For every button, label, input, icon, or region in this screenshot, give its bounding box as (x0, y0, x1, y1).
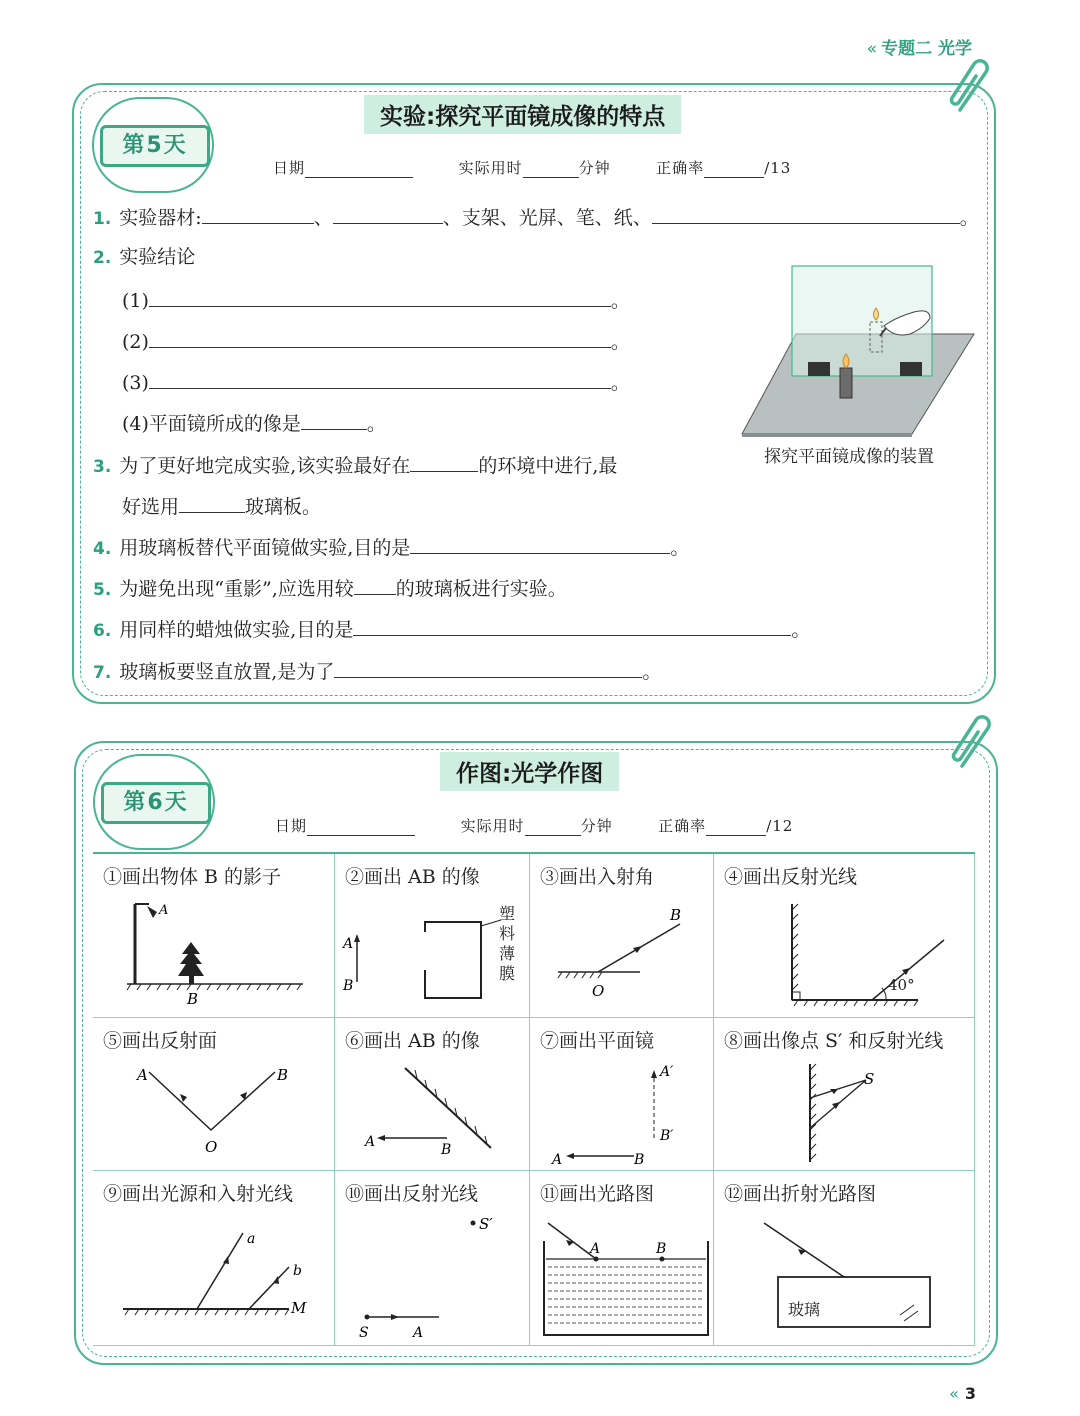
day5-badge: 第5天 (92, 97, 214, 193)
answer-blank[interactable] (333, 203, 443, 224)
cell-8[interactable]: ⑧画出像点 S′ 和反射光线 S (714, 1018, 975, 1171)
question-2-4: (4)平面镜所成的像是 。 (122, 409, 386, 437)
page-number: « 3 (949, 1384, 976, 1403)
glass-label: 玻璃 (788, 1300, 821, 1319)
svg-text:B: B (670, 906, 682, 924)
svg-text:A: A (137, 1066, 148, 1084)
answer-blank[interactable] (652, 203, 960, 224)
svg-text:B: B (441, 1142, 452, 1158)
day5-title: 实验:探究平面镜成像的特点 (364, 95, 681, 134)
answer-blank[interactable] (353, 615, 791, 636)
answer-blank[interactable] (354, 574, 396, 595)
cell-1[interactable]: ①画出物体 B 的影子 A B (93, 854, 335, 1018)
answer-blank[interactable] (149, 327, 611, 348)
question-3-cont: 好选用 玻璃板。 (122, 492, 321, 520)
cell-6[interactable]: ⑥画出 AB 的像 A B (335, 1018, 530, 1171)
svg-text:S′: S′ (479, 1215, 493, 1233)
question-2: 2. 实验结论 (93, 246, 196, 268)
svg-text:A: A (552, 1152, 563, 1168)
svg-text:O: O (205, 1138, 218, 1156)
svg-text:A: A (365, 1134, 376, 1150)
svg-text:b: b (293, 1263, 302, 1279)
svg-text:A: A (343, 936, 354, 952)
cell-7[interactable]: ⑦画出平面镜 A′ B′ A B (530, 1018, 714, 1171)
svg-text:B′: B′ (660, 1128, 674, 1144)
svg-text:A′: A′ (660, 1064, 674, 1080)
drawing-grid (93, 852, 975, 1346)
question-2-3: (3) 。 (122, 368, 630, 396)
section-title: 专题二 光学 (881, 39, 972, 59)
answer-blank[interactable] (149, 286, 611, 307)
svg-text:S: S (864, 1070, 875, 1088)
double-chevron-icon: « (866, 39, 878, 59)
svg-text:A: A (159, 903, 169, 918)
day6-meta: 日期 实际用时 分钟 正确率 /12 (275, 817, 794, 835)
svg-text:S: S (359, 1325, 369, 1341)
rate-blank[interactable] (704, 161, 764, 178)
cell-5[interactable]: ⑤画出反射面 A B O (93, 1018, 335, 1171)
answer-blank[interactable] (149, 368, 611, 389)
cell-10[interactable]: ⑩画出反射光线 S′ S A (335, 1171, 530, 1346)
svg-text:B: B (634, 1152, 645, 1168)
cell-3[interactable]: ③画出入射角 B O (530, 854, 714, 1018)
day6-title: 作图:光学作图 (440, 752, 619, 791)
svg-text:B: B (277, 1066, 289, 1084)
question-3: 3. 为了更好地完成实验,该实验最好在 的环境中进行,最 (93, 451, 617, 480)
question-2-2: (2) 。 (122, 327, 630, 355)
paperclip-icon (946, 58, 996, 118)
answer-blank[interactable] (301, 409, 367, 430)
cell-11[interactable]: ⑪画出光路图 A B (530, 1171, 714, 1346)
svg-text:B: B (187, 990, 199, 1008)
question-5: 5. 为避免出现“重影”,应选用较 的玻璃板进行实验。 (93, 574, 567, 603)
svg-text:B: B (656, 1241, 667, 1257)
time-blank[interactable] (523, 161, 579, 178)
paperclip-icon (948, 714, 998, 774)
question-6: 6. 用同样的蜡烛做实验,目的是 。 (93, 615, 810, 644)
question-7: 7. 玻璃板要竖直放置,是为了 。 (93, 657, 661, 686)
svg-text:A: A (413, 1325, 424, 1341)
figure-caption: 探究平面镜成像的装置 (764, 447, 934, 467)
answer-blank[interactable] (202, 203, 314, 224)
date-blank[interactable] (307, 819, 415, 836)
section-header (867, 34, 972, 59)
cell-2[interactable]: ②画出 AB 的像 A B 塑料薄膜 (335, 854, 530, 1018)
film-label: 塑料薄膜 (499, 904, 516, 983)
date-blank[interactable] (305, 161, 413, 178)
cell-9[interactable]: ⑨画出光源和入射光线 a b M (93, 1171, 335, 1346)
time-blank[interactable] (525, 819, 581, 836)
svg-text:B: B (343, 978, 354, 994)
answer-blank[interactable] (410, 451, 478, 472)
answer-blank[interactable] (179, 492, 245, 513)
answer-blank[interactable] (334, 657, 642, 678)
svg-text:A: A (590, 1241, 601, 1257)
question-4: 4. 用玻璃板替代平面镜做实验,目的是 。 (93, 533, 689, 562)
question-2-1: (1) 。 (122, 286, 630, 314)
question-1: 1. 实验器材: 、 、支架、光屏、笔、纸、 。 (93, 203, 979, 232)
double-chevron-icon: « (949, 1384, 959, 1403)
rate-blank[interactable] (706, 819, 766, 836)
svg-text:O: O (592, 982, 605, 1000)
cell-12[interactable]: ⑫画出折射光路图 玻璃 (714, 1171, 975, 1346)
angle-label: 40° (888, 976, 915, 994)
answer-blank[interactable] (410, 533, 670, 554)
cell-4[interactable]: ④画出反射光线 40° (714, 854, 975, 1018)
svg-text:a: a (247, 1231, 256, 1247)
day5-meta: 日期 实际用时 分钟 正确率 /13 (273, 159, 792, 177)
day6-badge: 第6天 (93, 754, 215, 850)
mirror-experiment-figure (736, 262, 976, 437)
svg-text:M: M (291, 1299, 307, 1317)
